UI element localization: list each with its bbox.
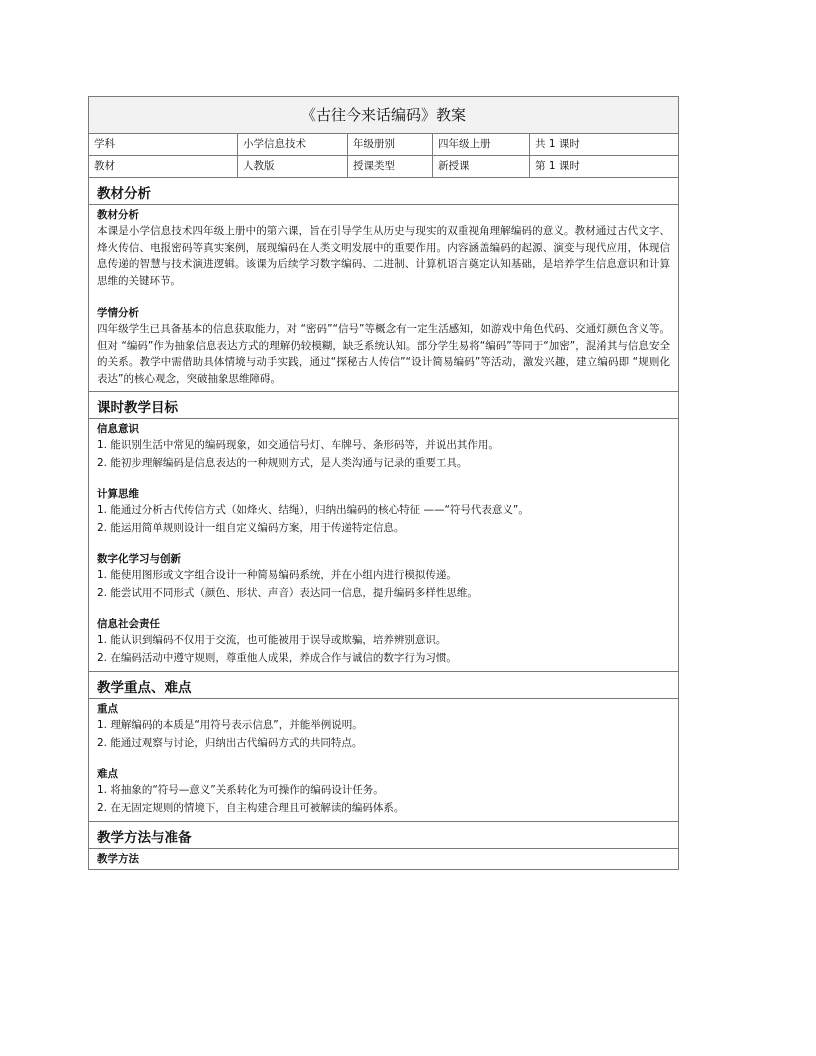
meta-cell: 小学信息技术 — [238, 134, 348, 155]
subheading: 难点 — [97, 768, 118, 780]
subheading: 数字化学习与创新 — [97, 553, 181, 565]
list-item: 1. 能使用图形或文字组合设计一种简易编码系统，并在小组内进行模拟传递。 — [97, 569, 457, 581]
list-item: 2. 能初步理解编码是信息表达的一种规则方式，是人类沟通与记录的重要工具。 — [97, 456, 468, 469]
meta-cell: 教材 — [89, 156, 238, 177]
list-item: 2. 能尝试用不同形式（颜色、形状、声音）表达同一信息，提升编码多样性思维。 — [97, 586, 478, 599]
meta-cell: 新授课 — [433, 156, 530, 177]
subheading: 计算思维 — [97, 488, 139, 500]
meta-cell: 学科 — [89, 134, 238, 155]
list-item: 1. 能通过分析古代传信方式（如烽火、结绳），归纳出编码的核心特征 ——“符号代表意义”。 — [97, 504, 529, 516]
section-methods — [89, 822, 678, 869]
meta-cell: 四年级上册 — [433, 134, 530, 155]
list-item: 2. 在编码活动中遵守规则，尊重他人成果，养成合作与诚信的数字行为习惯。 — [97, 651, 457, 664]
meta-cell: 人教版 — [238, 156, 348, 177]
section-heading: 教学重点、难点 — [89, 672, 678, 699]
paragraph: 本课是小学信息技术四年级上册中的第六课，旨在引导学生从历史与现实的双重视角理解编码的意义。教材通过古代文字、烽火传信、电报密码等真实案例，展现编码在人类文明发展中的重要作用。内容涵盖编码的起源、演变与现代应用，体现信息传递的智慧与技术演进逻辑。该课为后续学习数字编码、二进制、计算机语言奠定认知基础，是培养学生信息意识和计算思维的关键环节。 — [97, 225, 670, 287]
meta-cell: 共 1 课时 — [535, 138, 580, 150]
subheading: 教材分析 — [97, 209, 139, 221]
list-item: 2. 在无固定规则的情境下，自主构建合理且可被解读的编码体系。 — [97, 801, 405, 814]
list-item: 1. 能识别生活中常见的编码现象，如交通信号灯、车牌号、条形码等，并说出其作用。 — [97, 439, 499, 451]
meta-cell: 年级册别 — [348, 134, 433, 155]
subheading: 教学方法 — [97, 853, 139, 865]
meta-cell: 第 1 课时 — [535, 160, 580, 172]
meta-row-2 — [89, 156, 678, 178]
meta-cell: 授课类型 — [348, 156, 433, 177]
list-item: 1. 能认识到编码不仅用于交流，也可能被用于误导或欺骗，培养辨别意识。 — [97, 634, 447, 646]
section-heading: 教材分析 — [89, 178, 678, 205]
subheading: 信息意识 — [97, 423, 139, 435]
section-objectives — [89, 392, 678, 672]
list-item: 1. 理解编码的本质是“用符号表示信息”，并能举例说明。 — [97, 719, 363, 731]
section-key-points — [89, 672, 678, 822]
subheading: 学情分析 — [97, 307, 139, 319]
lesson-plan-table — [88, 96, 679, 870]
subheading: 信息社会责任 — [97, 618, 160, 630]
paragraph: 四年级学生已具备基本的信息获取能力，对 “密码”“信号”等概念有一定生活感知，如游戏中角色代码、交通灯颜色含义等。但对 “编码”作为抽象信息表达方式的理解仍较模糊，缺乏系统认知。部分学生易将“编码”等同于“加密”，混淆其与信息安全的关系。教学中需借助具体情境与动手实践，通过“探秘古人传信”“设计简易编码”等活动，激发兴趣，建立编码即 “规则化表达”的核心观念，突破抽象思维障碍。 — [97, 323, 670, 385]
list-item: 2. 能通过观察与讨论，归纳出古代编码方式的共同特点。 — [97, 736, 363, 749]
section-material-analysis — [89, 178, 678, 392]
document-title: 《古往今来话编码》教案 — [89, 97, 678, 134]
subheading: 重点 — [97, 703, 118, 715]
section-heading: 课时教学目标 — [89, 392, 678, 419]
list-item: 2. 能运用简单规则设计一组自定义编码方案，用于传递特定信息。 — [97, 521, 405, 534]
section-heading: 教学方法与准备 — [89, 822, 678, 849]
meta-row-1 — [89, 134, 678, 156]
list-item: 1. 将抽象的“符号—意义”关系转化为可操作的编码设计任务。 — [97, 784, 384, 796]
